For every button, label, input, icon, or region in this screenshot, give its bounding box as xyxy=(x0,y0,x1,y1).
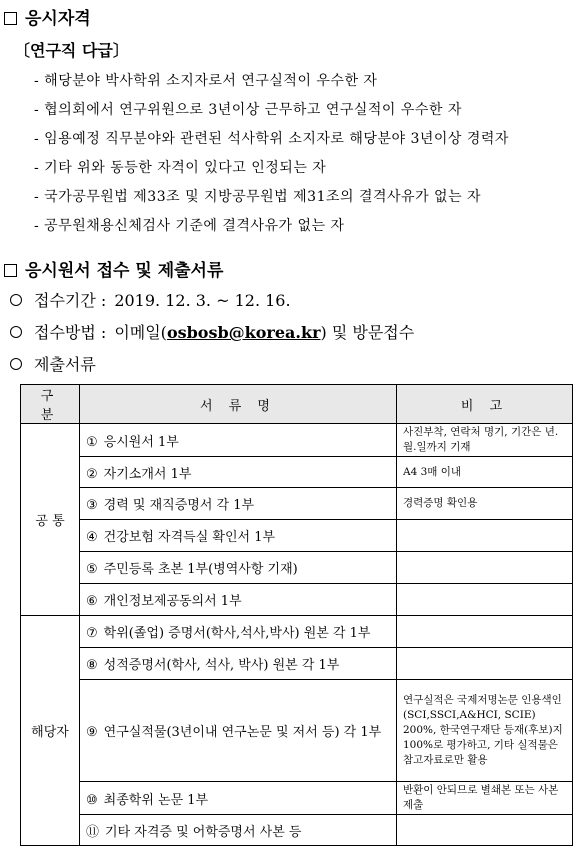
square-bullet-icon xyxy=(4,12,17,25)
circle-bullet-icon xyxy=(10,358,22,370)
application-method: 접수방법 : 이메일(osbosb@korea.kr) 및 방문접수 xyxy=(10,320,414,343)
document-note xyxy=(397,584,573,616)
header-document: 서 류 명 xyxy=(80,385,397,424)
email-link[interactable]: osbosb@korea.kr xyxy=(166,323,321,342)
qualification-item: - 공무원채용신체검사 기준에 결격사유가 없는 자 xyxy=(34,218,345,234)
documents-table xyxy=(20,384,573,846)
qualification-item: - 임용예정 직무분야와 관련된 석사학위 소지자로 해당분야 3년이상 경력자 xyxy=(34,131,509,147)
document-note xyxy=(397,520,573,552)
table-row: ④ 건강보험 자격득실 확인서 1부 xyxy=(21,520,573,552)
document-name: 자기소개서 1부 xyxy=(103,466,192,482)
document-name: 경력 및 재직증명서 각 1부 xyxy=(103,498,255,513)
document-note: 연구실적은 국제저명논문 인용색인(SCI,SSCI,A&HCI, SCIE) 200%, 한국연구재단 등재(후보)지 100%로 평가하고, 기타 실적물은 참고자료로만 활용 xyxy=(397,680,573,782)
document-name: 최종학위 논문 1부 xyxy=(103,792,209,808)
document-name: 기타 자격증 및 어학증명서 사본 등 xyxy=(105,824,302,840)
table-row: ⑪ 기타 자격증 및 어학증명서 사본 등 xyxy=(21,815,573,846)
application-heading: 응시원서 접수 및 제출서류 xyxy=(4,256,223,281)
header-category: 구 분 xyxy=(21,385,80,424)
document-note xyxy=(397,815,573,846)
header-note: 비 고 xyxy=(397,385,573,424)
document-name: 주민등록 초본 1부(병역사항 기재) xyxy=(103,562,298,577)
table-row: 공 통 ① 응시원서 1부 사진부착, 연락처 명기, 기간은 년.월.일까지 기재 xyxy=(21,424,573,457)
table-row: ⑨ 연구실적물(3년이내 연구논문 및 저서 등) 각 1부 연구실적은 국제저명논문 인용색인(SCI,SSCI,A&HCI, SCIE) 200%, 한국연구재단 등재(후보)지 100%로 평가하고, 기타 실적물은 참고자료로만 활용 xyxy=(21,680,573,782)
square-bullet-icon xyxy=(4,264,17,277)
document-note: 경력증명 확인용 xyxy=(397,488,573,520)
table-header-row xyxy=(21,385,573,424)
qualification-item: - 협의회에서 연구위원으로 3년이상 근무하고 연구실적이 우수한 자 xyxy=(34,102,462,118)
table-row: ⑩ 최종학위 논문 1부 반환이 안되므로 별쇄본 또는 사본 제출 xyxy=(21,782,573,815)
table-row: ⑧ 성적증명서(학사, 석사, 박사) 원본 각 1부 xyxy=(21,648,573,680)
document-note: 반환이 안되므로 별쇄본 또는 사본 제출 xyxy=(397,782,573,815)
document-name: 학위(졸업) 증명서(학사,석사,박사) 원본 각 1부 xyxy=(103,626,371,641)
qualification-heading: 응시자격 xyxy=(4,4,91,29)
qualification-item: - 해당분야 박사학위 소지자로서 연구실적이 우수한 자 xyxy=(34,73,378,89)
job-category: 〔연구직 다급〕 xyxy=(14,41,129,60)
circle-bullet-icon xyxy=(10,294,22,306)
application-period: 접수기간 : 2019. 12. 3. ~ 12. 16. xyxy=(10,288,291,311)
document-note xyxy=(397,648,573,680)
document-name: 개인정보제공동의서 1부 xyxy=(103,594,242,609)
group-common: 공 통 xyxy=(21,424,80,616)
qualification-item: - 국가공무원법 제33조 및 지방공무원법 제31조의 결격사유가 없는 자 xyxy=(34,189,482,205)
table-row: ⑥ 개인정보제공동의서 1부 xyxy=(21,584,573,616)
document-note: 사진부착, 연락처 명기, 기간은 년.월.일까지 기재 xyxy=(397,424,573,457)
table-row: ② 자기소개서 1부 A4 3매 이내 xyxy=(21,457,573,488)
circle-bullet-icon xyxy=(10,326,22,338)
qualification-item: - 기타 위와 동등한 자격이 있다고 인정되는 자 xyxy=(34,160,327,176)
document-note xyxy=(397,552,573,584)
document-name: 성적증명서(학사, 석사, 박사) 원본 각 1부 xyxy=(103,658,340,673)
submission-docs-label: 제출서류 xyxy=(10,352,96,375)
document-name: 응시원서 1부 xyxy=(103,434,179,450)
table-row: ③ 경력 및 재직증명서 각 1부 경력증명 확인용 xyxy=(21,488,573,520)
table-row: ⑤ 주민등록 초본 1부(병역사항 기재) xyxy=(21,552,573,584)
document-name: 건강보험 자격득실 확인서 1부 xyxy=(103,530,276,545)
table-row: 해당자 ⑦ 학위(졸업) 증명서(학사,석사,박사) 원본 각 1부 xyxy=(21,616,573,648)
group-applicable: 해당자 xyxy=(21,616,80,846)
document-note xyxy=(397,616,573,648)
document-name: 연구실적물(3년이내 연구논문 및 저서 등) 각 1부 xyxy=(103,725,382,740)
document-note: A4 3매 이내 xyxy=(397,457,573,488)
